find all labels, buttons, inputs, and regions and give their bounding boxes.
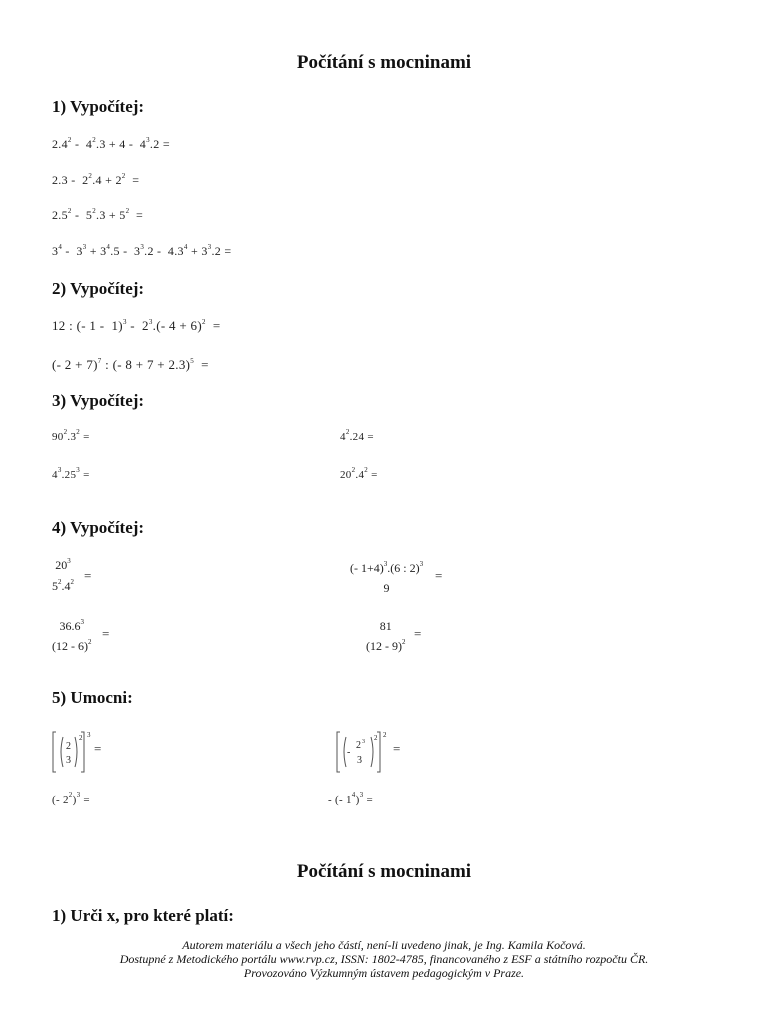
page-title: Počítání s mocninami: [296, 52, 472, 73]
exercise-1b: $2.3 - 2^2.4 + 2^2$ =: [52, 172, 140, 187]
section-5-heading: 5) Umocni:: [52, 688, 133, 707]
outer-left-bracket: [53, 732, 56, 772]
equals-sign: =: [84, 568, 92, 583]
fraction-numerator: 2: [356, 740, 361, 751]
bracket-power-5b: [334, 728, 400, 776]
exercise-5d: - (- $1^4)^3$ =: [328, 791, 373, 806]
exercise-2a: 12 : (- $1 - 1)^3 - 2^3.(-$ 4 + 6)$^2$ =: [52, 318, 221, 333]
inner-right-paren: [371, 737, 373, 767]
equals-sign: =: [94, 741, 102, 756]
exercise-5c: (- $2^2)^3$ =: [52, 791, 90, 806]
outer-exponent: 2: [383, 731, 387, 739]
minus-sign: -: [347, 747, 351, 758]
inner-exponent: 2: [374, 734, 378, 742]
fraction-4d-numerator: 81: [379, 619, 392, 633]
footer-line-2: Dostupné z Metodického portálu www.rvp.cz, ISSN: 1802-4785, financovaného z ESF a státního rozpočtu ČR.: [119, 952, 649, 966]
numerator-exponent: 3: [362, 739, 365, 745]
section-3-heading: 3) Vypočítej:: [52, 391, 145, 410]
footer-line-1: Autorem materiálu a všech jeho částí, není-li uvedeno jinak, je Ing. Kamila Kočová.: [182, 938, 586, 952]
fraction-4b-denominator: 9: [383, 581, 390, 595]
equals-sign: =: [414, 626, 422, 641]
exercise-1d: $3^4 - 3^3 + 3^4.5 - 3^3.2 - 4.3^4 + 3^3.2$ =: [52, 243, 232, 258]
inner-left-paren: [61, 737, 63, 767]
outer-left-bracket: [337, 732, 340, 772]
inner-right-paren: [75, 737, 77, 767]
exercise-1c: $2.5^2 - 5^2.3 + 5^2$ =: [52, 207, 144, 222]
fraction-4c: [52, 619, 92, 654]
footer-line-3: Provozováno Výzkumným ústavem pedagogickým v Praze.: [243, 966, 525, 980]
fraction-4b: [348, 561, 425, 596]
section-1-heading: 1) Vypočítej:: [52, 97, 145, 116]
footer: [0, 938, 768, 980]
exercise-2b: (- 2 + 7)$^7$ : (- 8 + 7 + 2.3)$^5$ =: [52, 357, 209, 372]
fraction-denominator: 3: [66, 755, 71, 766]
section-4-heading: 4) Vypočítej:: [52, 518, 145, 537]
inner-left-paren: [344, 737, 346, 767]
fraction-4c-denominator: (12 - 6)$^2$: [52, 638, 92, 653]
exercise-3b: $4^2.24$ =: [340, 428, 374, 443]
equals-sign: =: [393, 741, 401, 756]
page-title-repeat: Počítání s mocninami: [296, 861, 472, 882]
fraction-4a: [52, 558, 74, 594]
fraction-4a-numerator: $20^3$: [52, 558, 74, 576]
exercise-3a: $90^2.3^2$ =: [52, 428, 90, 443]
equals-sign: =: [435, 568, 443, 583]
exercise-1a: $2.4^2 - 4^2.3 + 4 - 4^3.2$ =: [52, 136, 170, 151]
outer-exponent: 3: [87, 731, 91, 739]
fraction-numerator: 2: [66, 741, 71, 752]
fraction-denominator: 3: [357, 755, 362, 766]
section-6-heading: 1) Urči x, pro které platí:: [52, 906, 234, 925]
inner-exponent: 2: [79, 734, 83, 742]
fraction-4b-numerator: (- 1+4)$^3$.(6 : 2)$^3$: [350, 560, 424, 575]
exercise-3c: $4^3.25^3$ =: [52, 466, 90, 481]
fraction-4a-denominator: $5^2.4^2$: [52, 578, 74, 593]
fraction-4d-denominator: (12 - 9)$^2$: [366, 638, 406, 653]
fraction-4d: [366, 619, 406, 654]
fraction-4c-numerator: 36.6$^3$: [59, 618, 84, 633]
section-2-heading: 2) Vypočítej:: [52, 279, 145, 298]
exercise-3d: $20^2.4^2$ =: [340, 466, 378, 481]
equals-sign: =: [102, 626, 110, 641]
